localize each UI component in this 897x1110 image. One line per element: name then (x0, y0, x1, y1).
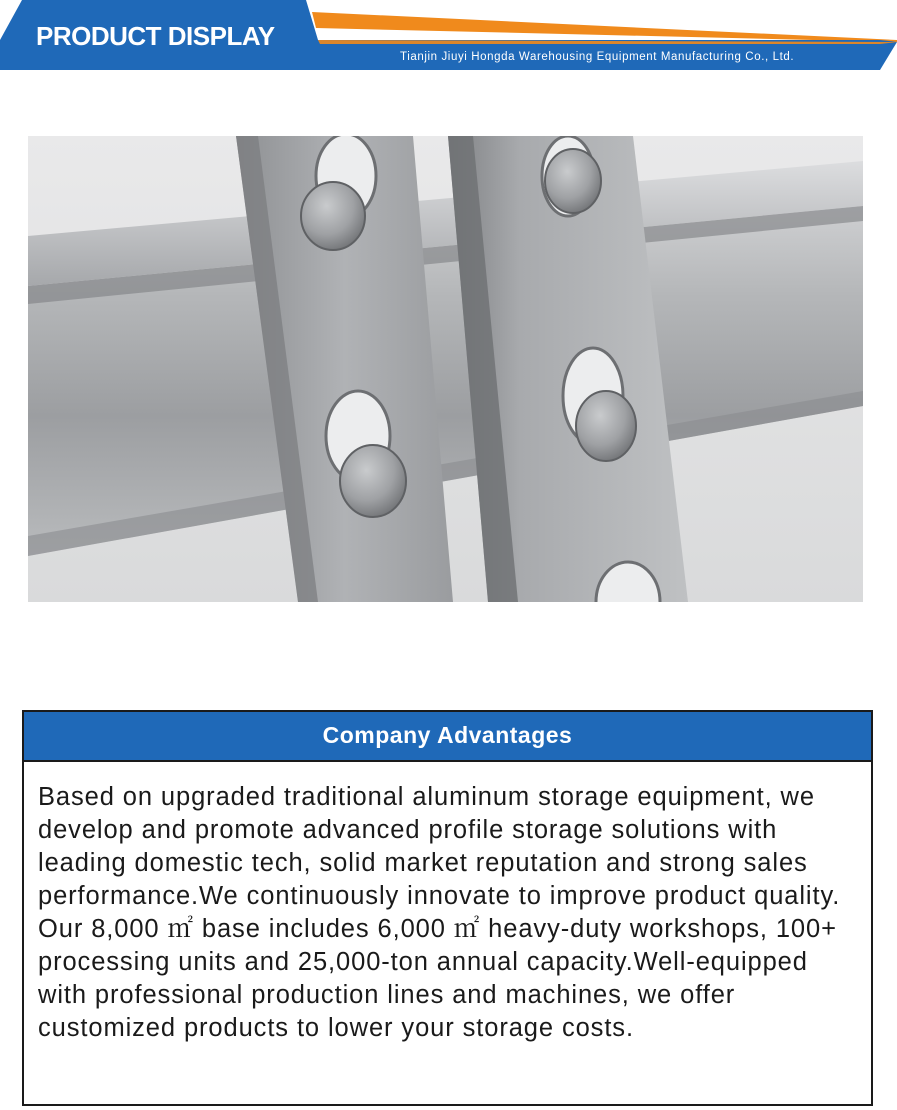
banner-orange-stripe (312, 12, 897, 42)
company-name: Tianjin Jiuyi Hongda Warehousing Equipment Manufacturing Co., Ltd. (400, 51, 795, 63)
advantages-text: Based on upgraded traditional aluminum storage equipment, we develop and promote advanced profile storage solutions with leading domestic tech, solid market reputation and strong sales performance.We continuously innovate to improve product quality. Our 8,000 ㎡ base includes 6,000 ㎡ heavy-duty workshops, 100+ processing units and 25,000-ton annual capacity.Well-equipped with professional production lines and machines, we offer customized products to lower your storage costs. (38, 783, 841, 1042)
page-banner (0, 0, 897, 72)
product-photo (28, 136, 863, 602)
company-advantages-panel (22, 710, 873, 1106)
banner-title: PRODUCT DISPLAY (36, 21, 275, 51)
advantages-title: Company Advantages (24, 712, 871, 762)
